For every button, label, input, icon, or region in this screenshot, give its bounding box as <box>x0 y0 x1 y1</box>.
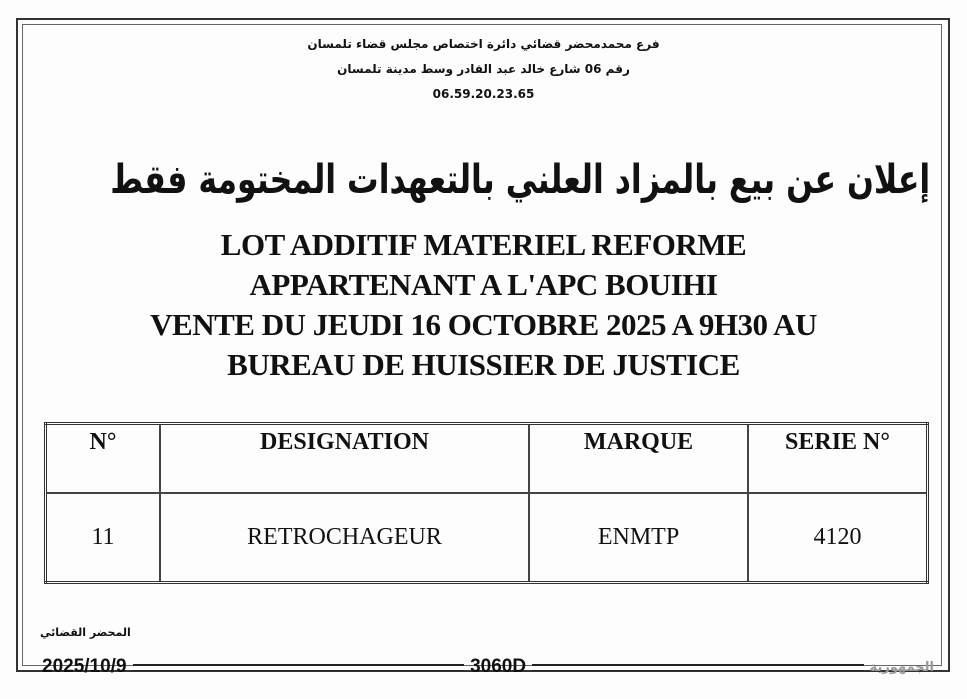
footer-bar <box>18 655 948 679</box>
cell-designation: RETROCHAGEUR <box>160 493 529 583</box>
footer-rule <box>532 664 864 671</box>
col-serial: SERIE N° <box>748 424 928 494</box>
cell-serial: 4120 <box>748 493 928 583</box>
col-brand: MARQUE <box>529 424 748 494</box>
french-title-line: VENTE DU JEUDI 16 OCTOBRE 2025 A 9H30 AU <box>150 307 817 342</box>
french-title-line: APPARTENANT A L'APC BOUIHI <box>249 267 718 302</box>
table-row <box>46 493 928 583</box>
footer-ref: 3060D <box>470 656 527 677</box>
col-number: N° <box>46 424 161 494</box>
header-phone: 06.59.20.23.65 <box>432 87 535 101</box>
header-office: فرع محمدمحضر قضائي دائرة اختصاص مجلس قضاء تلمسان <box>307 37 660 51</box>
french-title-line: BUREAU DE HUISSIER DE JUSTICE <box>227 347 740 382</box>
col-designation: DESIGNATION <box>160 424 529 494</box>
footer-rule <box>133 664 465 671</box>
signature-label: المحضر القضائي <box>40 626 131 639</box>
cell-brand: ENMTP <box>529 493 748 583</box>
arabic-title-container <box>0 150 967 214</box>
french-title-line: LOT ADDITIF MATERIEL REFORME <box>220 227 747 262</box>
arabic-title: إعلان عن بيع بالمزاد العلني بالتعهدات المختومة فقط <box>110 157 931 203</box>
table-header-row <box>46 424 928 494</box>
newspaper-logo: الجمهورية <box>869 659 934 675</box>
header-address: رقم 06 شارع خالد عبد القادر وسط مدينة تلمسان <box>337 62 630 76</box>
cell-number: 11 <box>46 493 161 583</box>
items-table <box>44 422 929 584</box>
footer-date: 2025/10/9 <box>42 656 127 677</box>
